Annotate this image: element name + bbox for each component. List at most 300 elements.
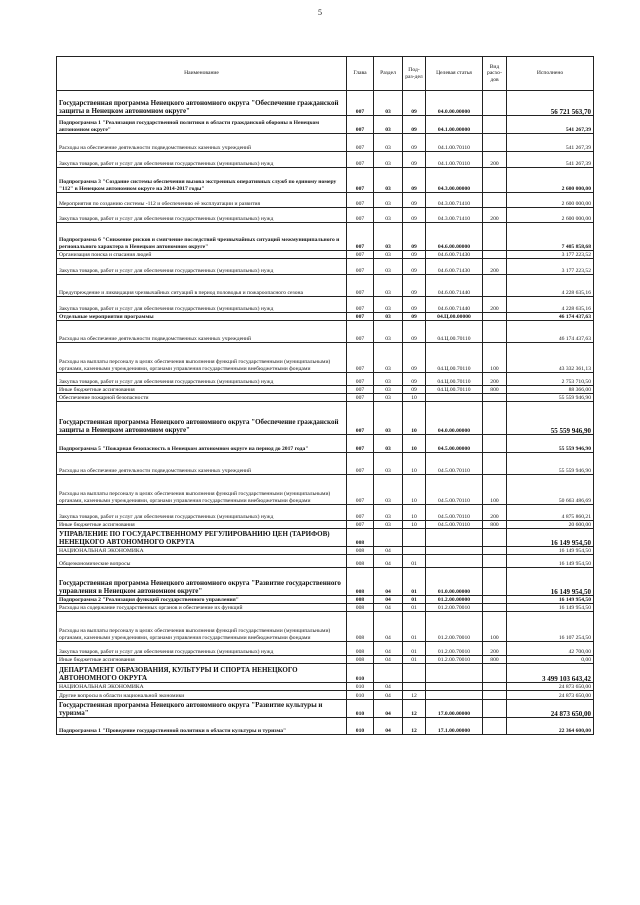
row-name: НАЦИОНАЛЬНАЯ ЭКОНОМИКА bbox=[57, 547, 347, 555]
row-name: Закупка товаров, работ и услуг для обеспечения государственных (муниципальных) нужд bbox=[57, 208, 347, 223]
row-executed: 46 174 437,63 bbox=[507, 321, 594, 343]
row-chapter: 007 bbox=[347, 152, 374, 168]
row-subsection: 10 bbox=[403, 521, 426, 529]
row-name: Подпрограмма 1 "Реализация государственной политики в области гражданской обороны в Ненецком автономном округе" bbox=[57, 116, 347, 134]
row-section: 04 bbox=[374, 718, 403, 735]
row-chapter: 008 bbox=[347, 642, 374, 656]
row-section: 04 bbox=[374, 700, 403, 718]
table-row bbox=[57, 168, 594, 193]
row-name: НАЦИОНАЛЬНАЯ ЭКОНОМИКА bbox=[57, 683, 347, 691]
row-expense-type: 200 bbox=[483, 297, 507, 313]
row-subsection: 09 bbox=[403, 168, 426, 193]
row-executed: 24 873 650,00 bbox=[507, 683, 594, 691]
row-name: Иные бюджетные ассигнования bbox=[57, 656, 347, 664]
row-section: 03 bbox=[374, 505, 403, 521]
row-name: Закупка товаров, работ и услуг для обеспечения государственных (муниципальных) нужд bbox=[57, 505, 347, 521]
row-subsection bbox=[403, 683, 426, 691]
row-section: 03 bbox=[374, 521, 403, 529]
row-name: Организация поиска и спасания людей bbox=[57, 251, 347, 259]
row-name: Предупреждение и ликвидация чрезвычайных ситуаций в период половодья и пожароопасного сезона bbox=[57, 275, 347, 297]
row-name: Подпрограмма 2 "Реализация функций государственного управления" bbox=[57, 596, 347, 604]
row-expense-type: 200 bbox=[483, 259, 507, 275]
row-executed: 4 228 635,16 bbox=[507, 297, 594, 313]
row-chapter: 007 bbox=[347, 134, 374, 152]
row-target: 01.0.00.00000 bbox=[426, 568, 483, 596]
page-number: 5 bbox=[318, 8, 322, 17]
row-chapter: 008 bbox=[347, 555, 374, 568]
row-chapter: 010 bbox=[347, 700, 374, 718]
row-target bbox=[426, 691, 483, 700]
row-executed: 16 149 954,50 bbox=[507, 604, 594, 612]
row-target: 01.2.00.70010 bbox=[426, 612, 483, 642]
row-expense-type bbox=[483, 321, 507, 343]
row-chapter: 008 bbox=[347, 604, 374, 612]
row-chapter: 008 bbox=[347, 596, 374, 604]
row-expense-type: 200 bbox=[483, 505, 507, 521]
row-subsection: 09 bbox=[403, 313, 426, 321]
row-target: 01.2.00.00000 bbox=[426, 596, 483, 604]
row-target: 04.6.00.71430 bbox=[426, 251, 483, 259]
row-section: 03 bbox=[374, 91, 403, 116]
row-expense-type bbox=[483, 193, 507, 208]
row-target: 04.Ц.00.70110 bbox=[426, 321, 483, 343]
row-section: 03 bbox=[374, 313, 403, 321]
row-subsection: 09 bbox=[403, 116, 426, 134]
row-section: 04 bbox=[374, 612, 403, 642]
row-name: Закупка товаров, работ и услуг для обеспечения государственных (муниципальных) нужд bbox=[57, 259, 347, 275]
header-expense-type: Вид расхо-дов bbox=[483, 57, 507, 91]
table-row bbox=[57, 223, 594, 251]
row-chapter: 007 bbox=[347, 168, 374, 193]
row-chapter: 008 bbox=[347, 568, 374, 596]
row-chapter: 007 bbox=[347, 386, 374, 394]
row-section: 03 bbox=[374, 435, 403, 453]
row-subsection: 01 bbox=[403, 555, 426, 568]
row-target bbox=[426, 394, 483, 402]
row-section: 03 bbox=[374, 116, 403, 134]
row-executed: 2 600 000,00 bbox=[507, 208, 594, 223]
row-section: 04 bbox=[374, 683, 403, 691]
row-name: Обеспечение пожарной безопасности bbox=[57, 394, 347, 402]
row-expense-type bbox=[483, 596, 507, 604]
row-section bbox=[374, 664, 403, 683]
row-chapter: 007 bbox=[347, 251, 374, 259]
row-target bbox=[426, 547, 483, 555]
row-section: 04 bbox=[374, 555, 403, 568]
row-expense-type bbox=[483, 91, 507, 116]
table-row bbox=[57, 394, 594, 402]
row-expense-type: 200 bbox=[483, 642, 507, 656]
row-executed: 2 600 000,00 bbox=[507, 193, 594, 208]
row-expense-type bbox=[483, 394, 507, 402]
row-subsection: 01 bbox=[403, 568, 426, 596]
row-executed: 20 600,00 bbox=[507, 521, 594, 529]
row-expense-type: 100 bbox=[483, 612, 507, 642]
row-chapter: 010 bbox=[347, 664, 374, 683]
row-executed: 50 663 486,69 bbox=[507, 475, 594, 505]
row-section: 03 bbox=[374, 193, 403, 208]
row-executed: 55 559 946,90 bbox=[507, 453, 594, 475]
row-chapter: 007 bbox=[347, 208, 374, 223]
row-subsection: 10 bbox=[403, 402, 426, 435]
row-section: 04 bbox=[374, 596, 403, 604]
row-subsection: 09 bbox=[403, 275, 426, 297]
table-row bbox=[57, 373, 594, 386]
row-name: Иные бюджетные ассигнования bbox=[57, 521, 347, 529]
row-executed: 55 559 946,90 bbox=[507, 394, 594, 402]
row-name: Отдельные мероприятия программы bbox=[57, 313, 347, 321]
row-section: 03 bbox=[374, 275, 403, 297]
row-subsection: 12 bbox=[403, 700, 426, 718]
row-subsection: 09 bbox=[403, 251, 426, 259]
row-subsection: 12 bbox=[403, 718, 426, 735]
row-subsection: 09 bbox=[403, 386, 426, 394]
row-chapter: 007 bbox=[347, 475, 374, 505]
row-section: 03 bbox=[374, 475, 403, 505]
table-row bbox=[57, 453, 594, 475]
row-expense-type bbox=[483, 683, 507, 691]
row-subsection: 01 bbox=[403, 604, 426, 612]
row-section: 04 bbox=[374, 656, 403, 664]
row-name: Мероприятия по созданию системы -112 и обеспечению её эксплуатации и развития bbox=[57, 193, 347, 208]
row-name: Расходы на обеспечение деятельности подведомственных казенных учреждений bbox=[57, 453, 347, 475]
table-row bbox=[57, 152, 594, 168]
row-target: 04.0.00.00000 bbox=[426, 91, 483, 116]
row-section bbox=[374, 529, 403, 547]
row-target: 04.3.00.00000 bbox=[426, 168, 483, 193]
row-subsection: 10 bbox=[403, 394, 426, 402]
row-chapter: 007 bbox=[347, 223, 374, 251]
table-row bbox=[57, 700, 594, 718]
row-section: 03 bbox=[374, 152, 403, 168]
row-section: 03 bbox=[374, 402, 403, 435]
row-target: 04.Ц.00.70110 bbox=[426, 373, 483, 386]
row-chapter: 010 bbox=[347, 718, 374, 735]
row-name: ДЕПАРТАМЕНТ ОБРАЗОВАНИЯ, КУЛЬТУРЫ И СПОРТА НЕНЕЦКОГО АВТОНОМНОГО ОКРУГА bbox=[57, 664, 347, 683]
row-name: Закупка товаров, работ и услуг для обеспечения государственных (муниципальных) нужд bbox=[57, 152, 347, 168]
row-expense-type bbox=[483, 547, 507, 555]
row-subsection: 09 bbox=[403, 208, 426, 223]
row-expense-type bbox=[483, 529, 507, 547]
table-row bbox=[57, 275, 594, 297]
row-executed: 3 177 223,52 bbox=[507, 259, 594, 275]
row-executed: 16 149 954,50 bbox=[507, 547, 594, 555]
row-name: Расходы на выплаты персоналу в целях обеспечения выполнения функций государственными (муниципальными) органами, казенными учреждениями, органами управления государственными внебюджетными фондами bbox=[57, 612, 347, 642]
row-executed: 3 499 103 643,42 bbox=[507, 664, 594, 683]
row-target bbox=[426, 683, 483, 691]
row-executed: 3 177 223,52 bbox=[507, 251, 594, 259]
row-expense-type: 200 bbox=[483, 208, 507, 223]
row-expense-type bbox=[483, 700, 507, 718]
table-header-row bbox=[57, 57, 594, 91]
table-row bbox=[57, 596, 594, 604]
row-name: Государственная программа Ненецкого автономного округа "Развитие культуры и туризма" bbox=[57, 700, 347, 718]
header-subsection: Под-раз-дел bbox=[403, 57, 426, 91]
row-name: Подпрограмма 6 "Снижение рисков и смягчение последствий чрезвычайных ситуаций межмуниципального и регионального характера в Ненецком автономном округе" bbox=[57, 223, 347, 251]
row-name: Расходы на обеспечение деятельности подведомственных казенных учреждений bbox=[57, 134, 347, 152]
row-chapter: 008 bbox=[347, 547, 374, 555]
row-executed: 2 600 000,00 bbox=[507, 168, 594, 193]
row-chapter: 008 bbox=[347, 612, 374, 642]
row-name: Государственная программа Ненецкого автономного округа "Обеспечение гражданской защиты в Ненецком автономном округе" bbox=[57, 402, 347, 435]
table-row bbox=[57, 664, 594, 683]
row-name: Расходы на обеспечение деятельности подведомственных казенных учреждений bbox=[57, 321, 347, 343]
row-executed: 16 149 954,50 bbox=[507, 555, 594, 568]
row-target: 04.6.00.71430 bbox=[426, 259, 483, 275]
row-target: 17.1.00.00000 bbox=[426, 718, 483, 735]
row-executed: 16 107 254,50 bbox=[507, 612, 594, 642]
row-expense-type bbox=[483, 555, 507, 568]
table-row bbox=[57, 604, 594, 612]
row-section: 03 bbox=[374, 297, 403, 313]
table-row bbox=[57, 193, 594, 208]
table-row bbox=[57, 251, 594, 259]
row-subsection: 09 bbox=[403, 343, 426, 373]
row-target: 04.0.00.00000 bbox=[426, 402, 483, 435]
row-name: Государственная программа Ненецкого автономного округа "Обеспечение гражданской защиты в Ненецком автономном округе" bbox=[57, 91, 347, 116]
row-target: 04.5.00.70110 bbox=[426, 521, 483, 529]
row-subsection: 09 bbox=[403, 223, 426, 251]
row-chapter: 007 bbox=[347, 373, 374, 386]
header-section: Раздел bbox=[374, 57, 403, 91]
table-row bbox=[57, 435, 594, 453]
row-target: 04.3.00.71410 bbox=[426, 193, 483, 208]
row-name: Подпрограмма 3 "Создание системы обеспечения вызова экстренных оперативных служб по единому номеру "112" в Ненецком автономном округе на 2014-2017 годы" bbox=[57, 168, 347, 193]
row-subsection: 01 bbox=[403, 596, 426, 604]
row-expense-type bbox=[483, 402, 507, 435]
row-target: 04.Ц.00.70110 bbox=[426, 386, 483, 394]
table-row bbox=[57, 386, 594, 394]
row-chapter: 007 bbox=[347, 505, 374, 521]
row-subsection: 01 bbox=[403, 642, 426, 656]
row-name: Другие вопросы в области национальной экономики bbox=[57, 691, 347, 700]
row-chapter: 008 bbox=[347, 529, 374, 547]
row-name: Общеэкономические вопросы bbox=[57, 555, 347, 568]
row-name: Расходы на выплаты персоналу в целях обеспечения выполнения функций государственными (муниципальными) органами, казенными учреждениями, органами управления государственными внебюджетными фондами bbox=[57, 343, 347, 373]
header-chapter: Глава bbox=[347, 57, 374, 91]
table-row bbox=[57, 691, 594, 700]
row-target: 04.1.00.70110 bbox=[426, 134, 483, 152]
row-name: Государственная программа Ненецкого автономного округа "Развитие государственного управления в Ненецком автономном округе" bbox=[57, 568, 347, 596]
row-name: Подпрограмма 5 "Пожарная безопасность в Ненецком автономном округе на период до 2017 года" bbox=[57, 435, 347, 453]
row-subsection: 10 bbox=[403, 475, 426, 505]
table-row bbox=[57, 642, 594, 656]
row-executed: 46 174 437,63 bbox=[507, 313, 594, 321]
row-name: Расходы на содержание государственных органов и обеспечение их функций bbox=[57, 604, 347, 612]
table-row bbox=[57, 547, 594, 555]
row-expense-type bbox=[483, 313, 507, 321]
row-target: 04.1.00.70110 bbox=[426, 152, 483, 168]
row-executed: 55 559 946,90 bbox=[507, 402, 594, 435]
table-row bbox=[57, 568, 594, 596]
row-executed: 24 873 650,00 bbox=[507, 700, 594, 718]
row-chapter: 007 bbox=[347, 259, 374, 275]
row-executed: 0,00 bbox=[507, 656, 594, 664]
table-row bbox=[57, 321, 594, 343]
row-expense-type: 800 bbox=[483, 386, 507, 394]
row-expense-type bbox=[483, 691, 507, 700]
row-section: 03 bbox=[374, 321, 403, 343]
row-name: Закупка товаров, работ и услуг для обеспечения государственных (муниципальных) нужд bbox=[57, 642, 347, 656]
table-row bbox=[57, 612, 594, 642]
row-chapter: 010 bbox=[347, 683, 374, 691]
row-target: 04.5.00.70110 bbox=[426, 475, 483, 505]
row-section: 03 bbox=[374, 208, 403, 223]
row-target: 04.3.00.71410 bbox=[426, 208, 483, 223]
row-chapter: 007 bbox=[347, 275, 374, 297]
row-target: 04.Ц.00.70110 bbox=[426, 343, 483, 373]
row-chapter: 007 bbox=[347, 453, 374, 475]
row-subsection: 09 bbox=[403, 134, 426, 152]
row-executed: 16 149 954,50 bbox=[507, 596, 594, 604]
row-section: 04 bbox=[374, 568, 403, 596]
row-subsection: 12 bbox=[403, 691, 426, 700]
row-expense-type bbox=[483, 223, 507, 251]
header-name: Наименование bbox=[57, 57, 347, 91]
row-executed: 22 364 600,00 bbox=[507, 718, 594, 735]
row-section: 04 bbox=[374, 604, 403, 612]
table-row bbox=[57, 475, 594, 505]
row-name: Иные бюджетные ассигнования bbox=[57, 386, 347, 394]
row-section: 03 bbox=[374, 251, 403, 259]
row-target: 04.Ц.00.00000 bbox=[426, 313, 483, 321]
row-subsection: 10 bbox=[403, 453, 426, 475]
table-row bbox=[57, 555, 594, 568]
row-expense-type bbox=[483, 718, 507, 735]
table-row bbox=[57, 259, 594, 275]
row-expense-type bbox=[483, 664, 507, 683]
row-chapter: 007 bbox=[347, 321, 374, 343]
row-expense-type bbox=[483, 435, 507, 453]
row-expense-type bbox=[483, 604, 507, 612]
row-subsection: 09 bbox=[403, 297, 426, 313]
row-executed: 541 267,39 bbox=[507, 152, 594, 168]
row-expense-type bbox=[483, 275, 507, 297]
row-section: 03 bbox=[374, 259, 403, 275]
table-row bbox=[57, 313, 594, 321]
row-chapter: 007 bbox=[347, 116, 374, 134]
row-executed: 541 267,39 bbox=[507, 116, 594, 134]
table-row bbox=[57, 656, 594, 664]
row-target bbox=[426, 664, 483, 683]
row-subsection: 09 bbox=[403, 91, 426, 116]
table-row bbox=[57, 718, 594, 735]
row-name: Закупка товаров, работ и услуг для обеспечения государственных (муниципальных) нужд bbox=[57, 373, 347, 386]
row-target: 01.2.00.70010 bbox=[426, 604, 483, 612]
row-subsection: 10 bbox=[403, 435, 426, 453]
row-target: 01.2.00.70010 bbox=[426, 642, 483, 656]
table-row bbox=[57, 402, 594, 435]
row-chapter: 008 bbox=[347, 656, 374, 664]
row-chapter: 007 bbox=[347, 521, 374, 529]
row-target: 04.5.00.00000 bbox=[426, 435, 483, 453]
row-target: 04.5.00.70110 bbox=[426, 453, 483, 475]
row-executed: 55 559 946,90 bbox=[507, 435, 594, 453]
row-section: 03 bbox=[374, 453, 403, 475]
row-name: Подпрограмма 1 "Проведение государственной политики в области культуры и туризма" bbox=[57, 718, 347, 735]
row-executed: 42 700,00 bbox=[507, 642, 594, 656]
header-target: Целевая статья bbox=[426, 57, 483, 91]
row-expense-type bbox=[483, 251, 507, 259]
row-subsection bbox=[403, 529, 426, 547]
row-expense-type bbox=[483, 568, 507, 596]
row-section: 03 bbox=[374, 223, 403, 251]
row-target bbox=[426, 529, 483, 547]
table-row bbox=[57, 297, 594, 313]
row-executed: 2 753 710,50 bbox=[507, 373, 594, 386]
row-executed: 16 149 954,50 bbox=[507, 529, 594, 547]
row-chapter: 007 bbox=[347, 394, 374, 402]
table-row bbox=[57, 134, 594, 152]
row-executed: 43 332 361,13 bbox=[507, 343, 594, 373]
row-executed: 4 875 860,21 bbox=[507, 505, 594, 521]
row-executed: 16 149 954,50 bbox=[507, 568, 594, 596]
row-expense-type: 100 bbox=[483, 475, 507, 505]
budget-table bbox=[56, 56, 594, 735]
row-expense-type: 200 bbox=[483, 373, 507, 386]
row-expense-type: 100 bbox=[483, 343, 507, 373]
row-section: 03 bbox=[374, 394, 403, 402]
row-subsection: 01 bbox=[403, 656, 426, 664]
row-subsection: 10 bbox=[403, 505, 426, 521]
row-executed: 56 721 563,70 bbox=[507, 91, 594, 116]
header-executed: Исполнено bbox=[507, 57, 594, 91]
row-name: Закупка товаров, работ и услуг для обеспечения государственных (муниципальных) нужд bbox=[57, 297, 347, 313]
row-subsection: 09 bbox=[403, 152, 426, 168]
row-executed: 88 366,00 bbox=[507, 386, 594, 394]
table-row bbox=[57, 521, 594, 529]
row-expense-type: 800 bbox=[483, 656, 507, 664]
row-chapter: 010 bbox=[347, 691, 374, 700]
table-row bbox=[57, 505, 594, 521]
row-chapter: 007 bbox=[347, 343, 374, 373]
row-section: 03 bbox=[374, 386, 403, 394]
table-row bbox=[57, 208, 594, 223]
table-row bbox=[57, 529, 594, 547]
row-expense-type bbox=[483, 116, 507, 134]
row-chapter: 007 bbox=[347, 297, 374, 313]
row-target: 04.6.00.71440 bbox=[426, 297, 483, 313]
row-section: 04 bbox=[374, 547, 403, 555]
row-section: 03 bbox=[374, 134, 403, 152]
table-row bbox=[57, 91, 594, 116]
row-target: 01.2.00.70010 bbox=[426, 656, 483, 664]
row-target bbox=[426, 555, 483, 568]
row-executed: 24 873 650,00 bbox=[507, 691, 594, 700]
row-subsection bbox=[403, 547, 426, 555]
row-subsection: 09 bbox=[403, 373, 426, 386]
row-chapter: 007 bbox=[347, 435, 374, 453]
row-expense-type bbox=[483, 134, 507, 152]
row-subsection bbox=[403, 664, 426, 683]
row-expense-type: 200 bbox=[483, 152, 507, 168]
row-name: Расходы на выплаты персоналу в целях обеспечения выполнения функций государственными (муниципальными) органами, казенными учреждениями, органами управления государственными внебюджетными фондами bbox=[57, 475, 347, 505]
row-target: 04.1.00.00000 bbox=[426, 116, 483, 134]
row-executed: 7 405 858,68 bbox=[507, 223, 594, 251]
row-chapter: 007 bbox=[347, 193, 374, 208]
table-row bbox=[57, 116, 594, 134]
row-expense-type: 800 bbox=[483, 521, 507, 529]
row-subsection: 09 bbox=[403, 193, 426, 208]
row-section: 03 bbox=[374, 373, 403, 386]
row-subsection: 09 bbox=[403, 321, 426, 343]
table-row bbox=[57, 343, 594, 373]
row-section: 03 bbox=[374, 343, 403, 373]
row-target: 04.6.00.71440 bbox=[426, 275, 483, 297]
row-expense-type bbox=[483, 453, 507, 475]
row-target: 17.0.00.00000 bbox=[426, 700, 483, 718]
row-target: 04.6.00.00000 bbox=[426, 223, 483, 251]
